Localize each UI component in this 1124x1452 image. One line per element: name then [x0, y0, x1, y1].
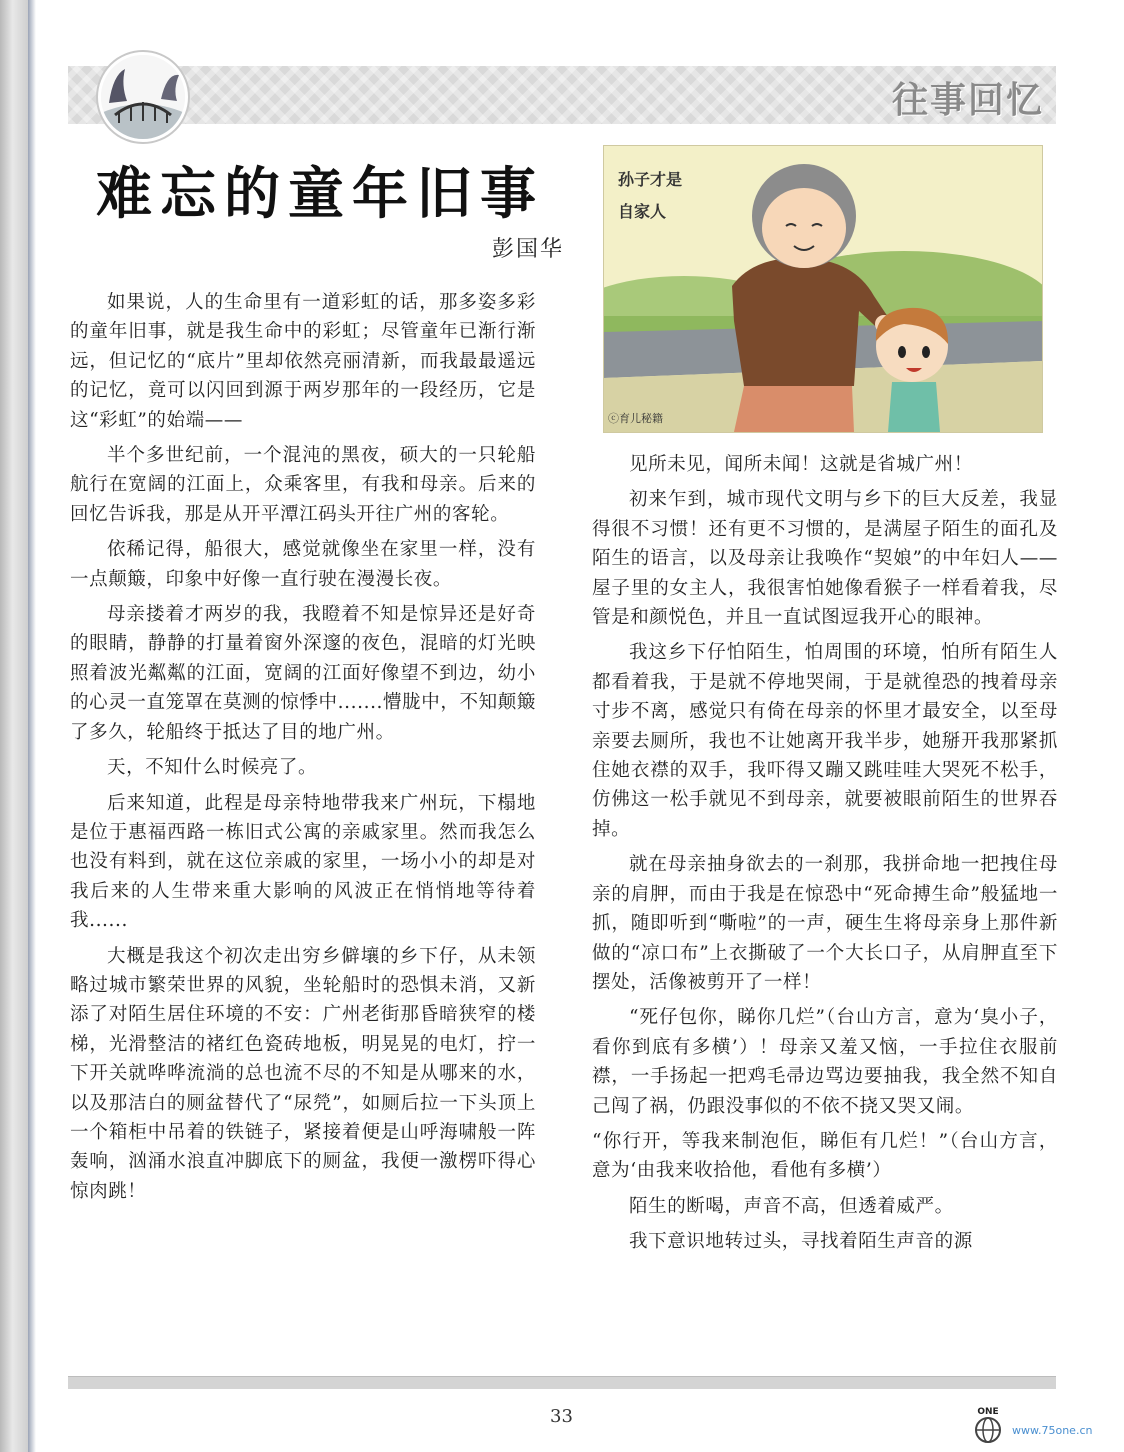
illustration-caption-line: 自家人 [618, 202, 667, 221]
paragraph: 见所未见，闻所未闻！这就是省城广州！ [629, 454, 973, 475]
page-spine [0, 0, 28, 1452]
paragraph: 大概是我这个初次走出穷乡僻壤的乡下仔，从未领略过城市繁荣世界的风貌，坐轮船时的恐惧未消，又新添了对陌生居住环境的不安：广州老街那昏暗狭窄的楼梯，光滑整洁的褚红色瓷砖地板，明晃晃的电灯，拧一下开关就哗哗流淌的总也流不尽的不知是从哪来的水，以及那洁白的厕盆替代了“尿焭”，如厕后拉一下头顶上一个箱柜中吊着的铁链子，紧接着便是山呼海啸般一阵轰响，汹涌水浪直冲脚底下的厕盆，我便一激楞吓得心惊肉跳！ [70, 945, 536, 1202]
paragraph: 我下意识地转过头，寻找着陌生声音的源 [629, 1231, 973, 1253]
paragraph: “你行开，等我来制泡佢，睇佢有几烂！”（台山方言，意为‘由我来收拾他，看他有多横’） [592, 1130, 1058, 1182]
page-number: 33 [550, 1406, 573, 1427]
paragraph: 半个多世纪前，一个混沌的黑夜，硕大的一只轮船航行在宽阔的江面上，众乘客里，有我和母亲。后来的回忆告诉我，那是从开平潭江码头开往广州的客轮。 [70, 445, 536, 525]
illustration-caption-line: 孙子才是 [618, 170, 683, 189]
illustration-caption [618, 164, 682, 228]
globe-logo-icon [968, 1404, 1008, 1444]
paragraph: 陌生的断喝，声音不高，但透着威严。 [629, 1195, 954, 1217]
watermark-logo-text: ONE [977, 1407, 999, 1417]
page-spine-edge [28, 0, 36, 1452]
article-title: 难忘的童年旧事 [96, 162, 544, 227]
paragraph: 母亲搂着才两岁的我，我瞪着不知是惊异还是好奇的眼睛，静静的打量着窗外深邃的夜色，混暗的灯光映照着波光粼粼的江面，宽阔的江面好像望不到边，幼小的心灵一直笼罩在莫测的惊悸中.......懵胧中，不知颠簸了多久，轮船终于抵达了目的地广州。 [70, 604, 536, 743]
watermark-url: www.75one.cn [1012, 1424, 1093, 1437]
paragraph: 依稀记得，船很大，感觉就像坐在家里一样，没有一点颠簸，印象中好像一直行驶在漫漫长夜。 [70, 539, 536, 590]
right-column [592, 450, 1058, 1263]
site-watermark [968, 1404, 1118, 1446]
article-author: 彭国华 [491, 237, 564, 262]
paragraph: 初来乍到，城市现代文明与乡下的巨大反差，我显得很不习惯！还有更不习惯的，是满屋子陌生的面孔及陌生的语言，以及母亲让我唤作“契娘”的中年妇人——屋子里的女主人，我很害怕她像看猴子一样看着我，尽管是和颜悦色，并且一直试图逗我开心的眼神。 [592, 489, 1058, 629]
bridge-landscape-icon [101, 55, 185, 139]
left-column [70, 288, 536, 1212]
paragraph: 后来知道，此程是母亲特地带我来广州玩，下榻地是位于惠福西路一栋旧式公寓的亲戚家里。然而我怎么也没有料到，就在这位亲戚的家里，一场小小的却是对我后来的人生带来重大影响的风波正在悄悄地等待着我...... [70, 792, 536, 932]
paragraph: 就在母亲抽身欲去的一刹那，我拼命地一把拽住母亲的肩胛，而由于我是在惊恐中“死命搏生命”般猛地一抓，随即听到“嘶啦”的一声，硬生生将母亲身上那件新做的“凉口布”上衣撕破了一个大长口子，从肩胛直至下摆处，活像被剪开了一样！ [592, 854, 1058, 993]
cartoon-illustration [603, 145, 1043, 433]
illustration-credit: ⓒ育儿秘籍 [608, 412, 663, 425]
header-landscape-medallion [98, 52, 188, 142]
paragraph: 如果说，人的生命里有一道彩虹的话，那多姿多彩的童年旧事，就是我生命中的彩虹；尽管童年已渐行渐远，但记忆的“底片”里却依然亮丽清新，而我最最遥远的记忆，竟可以闪回到源于两岁那年的一段经历，它是这“彩虹”的始端—— [70, 292, 536, 431]
section-title: 往事回忆 [891, 80, 1044, 121]
paragraph: 我这乡下仔怕陌生，怕周围的环境，怕所有陌生人都看着我，于是就不停地哭闹，于是就徨恐的拽着母亲寸步不离，感觉只有倚在母亲的怀里才最安全，以至母亲要去厕所，我也不让她离开我半步，她掰开我那紧抓住她衣襟的双手，我吓得又蹦又跳哇哇大哭死不松手，仿佛这一松手就见不到母亲，就要被眼前陌生的世界吞掉。 [592, 642, 1058, 840]
paragraph: “死仔包你，睇你几烂”（台山方言，意为‘臭小子，看你到底有多横’）！母亲又羞又恼，一手拉住衣服前襟，一手扬起一把鸡毛帚边骂边要抽我，我全然不知自己闯了祸，仍跟没事似的不依不挠又哭又闹。 [592, 1007, 1058, 1117]
footer-rule [68, 1376, 1056, 1389]
paragraph: 天，不知什么时候亮了。 [107, 757, 318, 779]
